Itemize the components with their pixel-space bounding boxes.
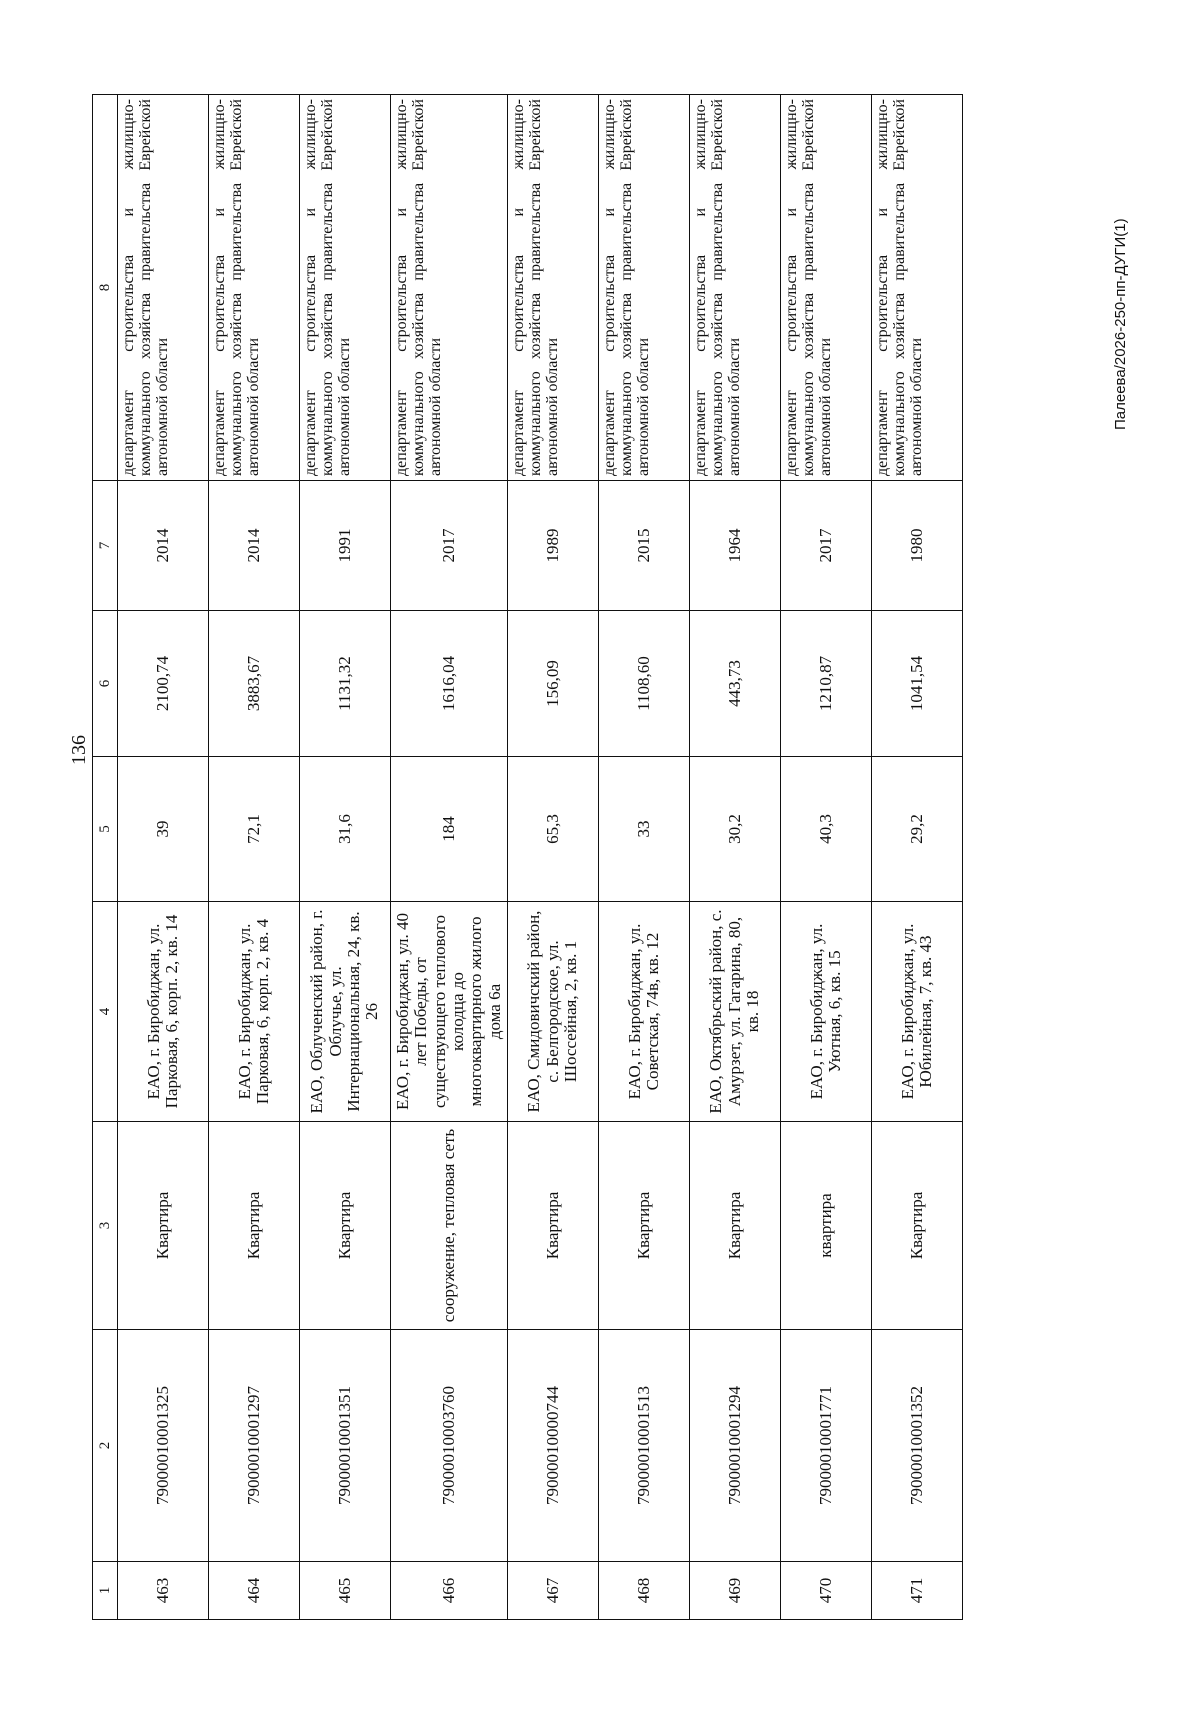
object-address: ЕАО, г. Биробиджан, ул. Парковая, 6, корп. 2, кв. 14 xyxy=(118,902,209,1122)
column-header: 2 xyxy=(93,1330,118,1562)
object-value: 1131,32 xyxy=(300,611,391,757)
object-value: 3883,67 xyxy=(209,611,300,757)
table-row xyxy=(508,95,599,1620)
rights-holder: департамент строительства и жилищно-коммунального хозяйства правительства Еврейской автономной области xyxy=(690,95,781,481)
object-area: 33 xyxy=(599,757,690,902)
column-header: 4 xyxy=(93,902,118,1122)
row-number: 468 xyxy=(599,1562,690,1620)
object-type: Квартира xyxy=(118,1122,209,1330)
object-year: 1980 xyxy=(872,481,963,611)
table-row xyxy=(781,95,872,1620)
object-type: квартира xyxy=(781,1122,872,1330)
object-address: ЕАО, Облученский район, г. Облучье, ул. Интернациональная, 24, кв. 26 xyxy=(300,902,391,1122)
object-area: 184 xyxy=(391,757,508,902)
object-area: 39 xyxy=(118,757,209,902)
object-address: ЕАО, г. Биробиджан, ул. Советская, 74в, кв. 12 xyxy=(599,902,690,1122)
cadastral-number: 79000010001351 xyxy=(300,1330,391,1562)
cadastral-number: 79000010001297 xyxy=(209,1330,300,1562)
column-header: 7 xyxy=(93,481,118,611)
cadastral-number: 79000010001513 xyxy=(599,1330,690,1562)
table-row xyxy=(300,95,391,1620)
table-row xyxy=(690,95,781,1620)
object-value: 1210,87 xyxy=(781,611,872,757)
rights-holder: департамент строительства и жилищно-коммунального хозяйства правительства Еврейской автономной области xyxy=(872,95,963,481)
cadastral-number: 79000010001294 xyxy=(690,1330,781,1562)
object-type: Квартира xyxy=(209,1122,300,1330)
column-header: 1 xyxy=(93,1562,118,1620)
object-year: 1964 xyxy=(690,481,781,611)
object-type: Квартира xyxy=(599,1122,690,1330)
cadastral-number: 79000010001771 xyxy=(781,1330,872,1562)
object-value: 1108,60 xyxy=(599,611,690,757)
object-year: 2014 xyxy=(209,481,300,611)
object-type: Квартира xyxy=(508,1122,599,1330)
object-address: ЕАО, г. Биробиджан, ул. Юбилейная, 7, кв. 43 xyxy=(872,902,963,1122)
object-address: ЕАО, Смидовичский район, с. Белгородское, ул. Шоссейная, 2, кв. 1 xyxy=(508,902,599,1122)
object-address: ЕАО, г. Биробиджан, ул. Парковая, 6, корп. 2, кв. 4 xyxy=(209,902,300,1122)
row-number: 466 xyxy=(391,1562,508,1620)
column-header: 5 xyxy=(93,757,118,902)
object-address: ЕАО, Октябрьский район, с. Амурзет, ул. Гагарина, 80, кв. 18 xyxy=(690,902,781,1122)
rights-holder: департамент строительства и жилищно-коммунального хозяйства правительства Еврейской автономной области xyxy=(508,95,599,481)
object-year: 2017 xyxy=(781,481,872,611)
object-value: 1041,54 xyxy=(872,611,963,757)
column-header: 3 xyxy=(93,1122,118,1330)
object-year: 2015 xyxy=(599,481,690,611)
page-number: 136 xyxy=(68,735,90,765)
object-type: Квартира xyxy=(300,1122,391,1330)
object-value: 1616,04 xyxy=(391,611,508,757)
object-type: Квартира xyxy=(690,1122,781,1330)
object-type: Квартира xyxy=(872,1122,963,1330)
row-number: 463 xyxy=(118,1562,209,1620)
rights-holder: департамент строительства и жилищно-коммунального хозяйства правительства Еврейской автономной области xyxy=(781,95,872,481)
table-row xyxy=(872,95,963,1620)
rights-holder: департамент строительства и жилищно-коммунального хозяйства правительства Еврейской автономной области xyxy=(391,95,508,481)
object-area: 29,2 xyxy=(872,757,963,902)
table-row xyxy=(209,95,300,1620)
cadastral-number: 79000010000744 xyxy=(508,1330,599,1562)
object-area: 72,1 xyxy=(209,757,300,902)
object-year: 1991 xyxy=(300,481,391,611)
property-registry-table xyxy=(92,94,963,1620)
table-row xyxy=(391,95,508,1620)
table-header-row xyxy=(93,95,118,1620)
object-address: ЕАО, г. Биробиджан, ул. Уютная, 6, кв. 15 xyxy=(781,902,872,1122)
object-year: 2014 xyxy=(118,481,209,611)
row-number: 467 xyxy=(508,1562,599,1620)
rights-holder: департамент строительства и жилищно-коммунального хозяйства правительства Еврейской автономной области xyxy=(209,95,300,481)
object-type: сооружение, тепловая сеть xyxy=(391,1122,508,1330)
object-year: 2017 xyxy=(391,481,508,611)
object-value: 2100,74 xyxy=(118,611,209,757)
document-footer-id: Палеева/2026-250-пп-ДУГИ(1) xyxy=(1112,218,1129,430)
table-row xyxy=(599,95,690,1620)
row-number: 471 xyxy=(872,1562,963,1620)
row-number: 464 xyxy=(209,1562,300,1620)
rights-holder: департамент строительства и жилищно-коммунального хозяйства правительства Еврейской автономной области xyxy=(300,95,391,481)
object-area: 31,6 xyxy=(300,757,391,902)
object-area: 65,3 xyxy=(508,757,599,902)
object-area: 30,2 xyxy=(690,757,781,902)
object-year: 1989 xyxy=(508,481,599,611)
row-number: 465 xyxy=(300,1562,391,1620)
object-area: 40,3 xyxy=(781,757,872,902)
object-value: 156,09 xyxy=(508,611,599,757)
object-address: ЕАО, г. Биробиджан, ул. 40 лет Победы, от существующего теплового колодца до многоквартирного жилого дома 6а xyxy=(391,902,508,1122)
object-value: 443,73 xyxy=(690,611,781,757)
cadastral-number: 79000010001325 xyxy=(118,1330,209,1562)
row-number: 469 xyxy=(690,1562,781,1620)
rights-holder: департамент строительства и жилищно-коммунального хозяйства правительства Еврейской автономной области xyxy=(118,95,209,481)
rights-holder: департамент строительства и жилищно-коммунального хозяйства правительства Еврейской автономной области xyxy=(599,95,690,481)
column-header: 6 xyxy=(93,611,118,757)
row-number: 470 xyxy=(781,1562,872,1620)
cadastral-number: 79000010001352 xyxy=(872,1330,963,1562)
column-header: 8 xyxy=(93,95,118,481)
cadastral-number: 79000010003760 xyxy=(391,1330,508,1562)
table-row xyxy=(118,95,209,1620)
